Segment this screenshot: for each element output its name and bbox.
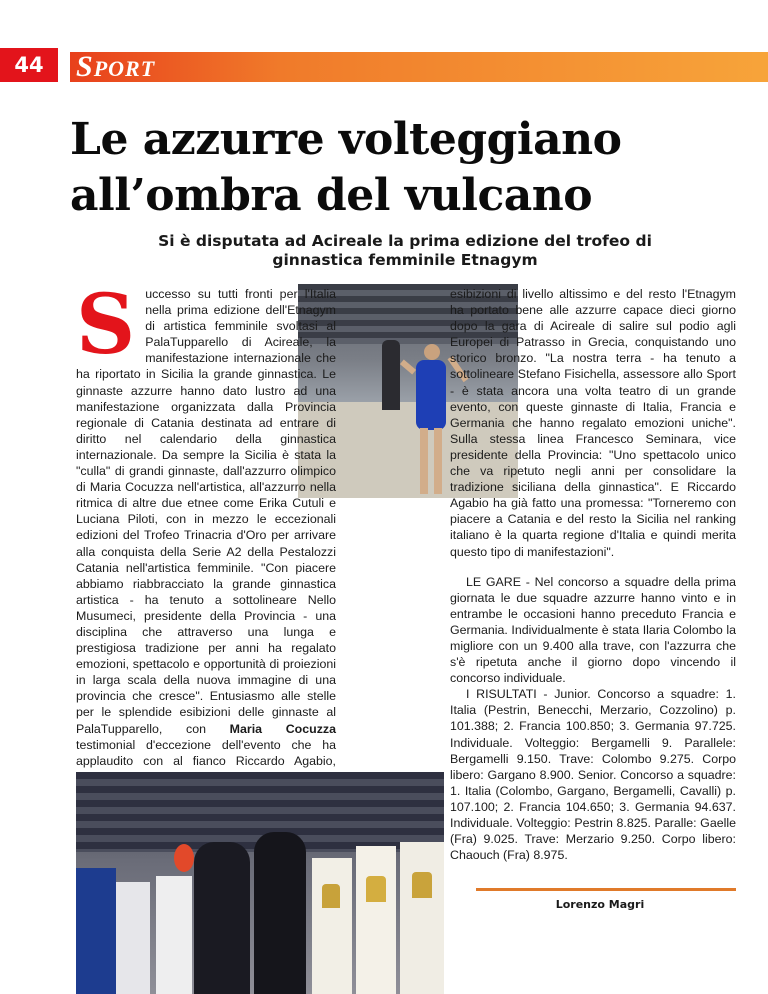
- right-paragraph-2: LE GARE - Nel concorso a squadre della prima giornata le due squadre azzurre hanno vinto e in entrambe le occasioni hanno preceduto Francia e Germania. Individualmente è stata Ilaria Colombo la migliore con un 9.400 alla trave, con l'azzurra che s'è ripetuta anche il giorno dopo vincendo il concorso individuale.: [450, 574, 736, 686]
- athlete-white-1: [116, 882, 150, 994]
- athlete-blue: [76, 868, 116, 994]
- hostess-1: [312, 858, 352, 994]
- official-figure: [382, 340, 400, 410]
- left-text-part1: uccesso su tutti fronti per l'Italia nella prima edizione dell'Etnagym di artistica femminile svoltasi al PalaTupparello di Acireale, la manifestazione internazionale che ha riportato in Sicilia la grande ginnastica. Le ginnaste azzurre hanno dato lustro ad una manifestazione organizzata dalla Provincia regionale di Catania destinata ad entrare di diritto nel calendario della ginnastica internazionale. Da sempre la Sicilia è stata la "culla" di grandi ginnaste, dall'azzurro olimpico di Maria Cocuzza nell'artistica, all'azzurro nella ritmica di altre due etnee come Erika Cutuli e Luciana Piloti, con in mezzo le eccezionali edizioni del Trofeo Trinacria d'Oro per arrivare alla conquista della Serie A2 della Pestalozzi Catania nell'artistica femminile. "Con piacere abbiamo riabbracciato la grande ginnastica artistica - ha tenuto a sottolineare Nello Musumeci, presidente della Provincia - una disciplina che attraverso una lunga e prestigiosa tradizione per anni ha regalato emozioni, spettacolo e opportunità di proiezioni in larga scala della nuova immagine di una provincia che cresce". Entusiasmo alle stelle per le splendide esibizioni delle ginnaste al PalaTupparello, con: [76, 287, 336, 736]
- right-paragraph-3: I RISULTATI - Junior. Concorso a squadre: 1. Italia (Pestrin, Benecchi, Merzario, Cozzolino) p. 101.388; 2. Francia 100.850; 3. Germania 97.725. Individuale. Volteggio: Bergamelli 9. Parallele: Bergamelli 9.150. Trave: Colombo 9.275. Corpo libero: Gargano 8.900. Senior. Concorso a squadre: 1. Italia (Colombo, Gargano, Bergamelli, Cavalli) p. 107.100; 2. Francia 104.650; 3. Germania 94.637. Individuale. Volteggio: Pestrin 8.825. Paralle: Gaelle (Fra) 9.025. Trave: Merzario 9.250. Corpo libero: Chaouch (Fra) 8.975.: [450, 687, 736, 863]
- gymnast-leg-right: [434, 428, 442, 494]
- hostess-3: [400, 842, 444, 994]
- woman-dark-dress-1: [194, 842, 250, 994]
- byline-rule: [476, 888, 736, 891]
- article-title: Le azzurre volteggiano all’ombra del vulcano: [70, 114, 622, 221]
- left-text-part2: testimonial d'eccezione dell'evento che ha applaudito con al fianco Riccardo Agabio,: [76, 737, 336, 768]
- hostess-2: [356, 846, 396, 994]
- trophy-1: [322, 884, 340, 908]
- trophy-2: [366, 876, 386, 902]
- page-number: 44: [0, 48, 58, 82]
- gymnast-arm-left: [400, 360, 416, 375]
- trophy-3: [412, 872, 432, 898]
- woman-dark-dress-2: [254, 832, 306, 994]
- athlete-white-2: [156, 876, 192, 994]
- paragraph-gap: [450, 560, 736, 574]
- article-subtitle: Si è disputata ad Acireale la prima edizione del trofeo di ginnastica femminile Etnagym: [158, 232, 652, 269]
- section-label: SPORT: [76, 50, 156, 83]
- byline: Lorenzo Magri: [555, 898, 645, 911]
- right-column: [450, 286, 736, 863]
- red-logo: [174, 844, 194, 872]
- section-bar: [70, 52, 768, 82]
- left-column: [76, 277, 336, 785]
- award-ceremony-photo: [76, 772, 444, 994]
- gymnast-leg-left: [420, 428, 428, 494]
- dropcap: S: [76, 277, 136, 373]
- maria-cocuzza-bold: Maria Cocuzza: [229, 721, 336, 736]
- gymnast-head: [424, 344, 440, 360]
- gymnast-leotard: [416, 360, 446, 430]
- right-paragraph-1: esibizioni di livello altissimo e del resto l'Etnagym ha portato bene alle azzurre capace dieci giorno dopo la gara di Acireale di salire sul podio agli Europei di Patrasso in Grecia, conquistando uno storico bronzo. "La nostra terra - ha tenuto a sottolineare Stefano Fisichella, assessore allo Sport - è stata ancora una volta teatro di un grande evento, con queste ginnaste di Italia, Francia e Germania che hanno regalato emozioni uniche". Sulla stessa linea Francesco Seminara, vice presidente della Provincia: "Uno spettacolo unico che va ripetuto negli anni per consolidare la tradizione siciliana della ginnastica". E Riccardo Agabio ha già fatto una promessa: "Torneremo con piacere a Catania e del resto la Sicilia nel ranking italiano è la quarta regione d'Italia e quindi merita questo tipo di manifestazioni".: [450, 287, 736, 559]
